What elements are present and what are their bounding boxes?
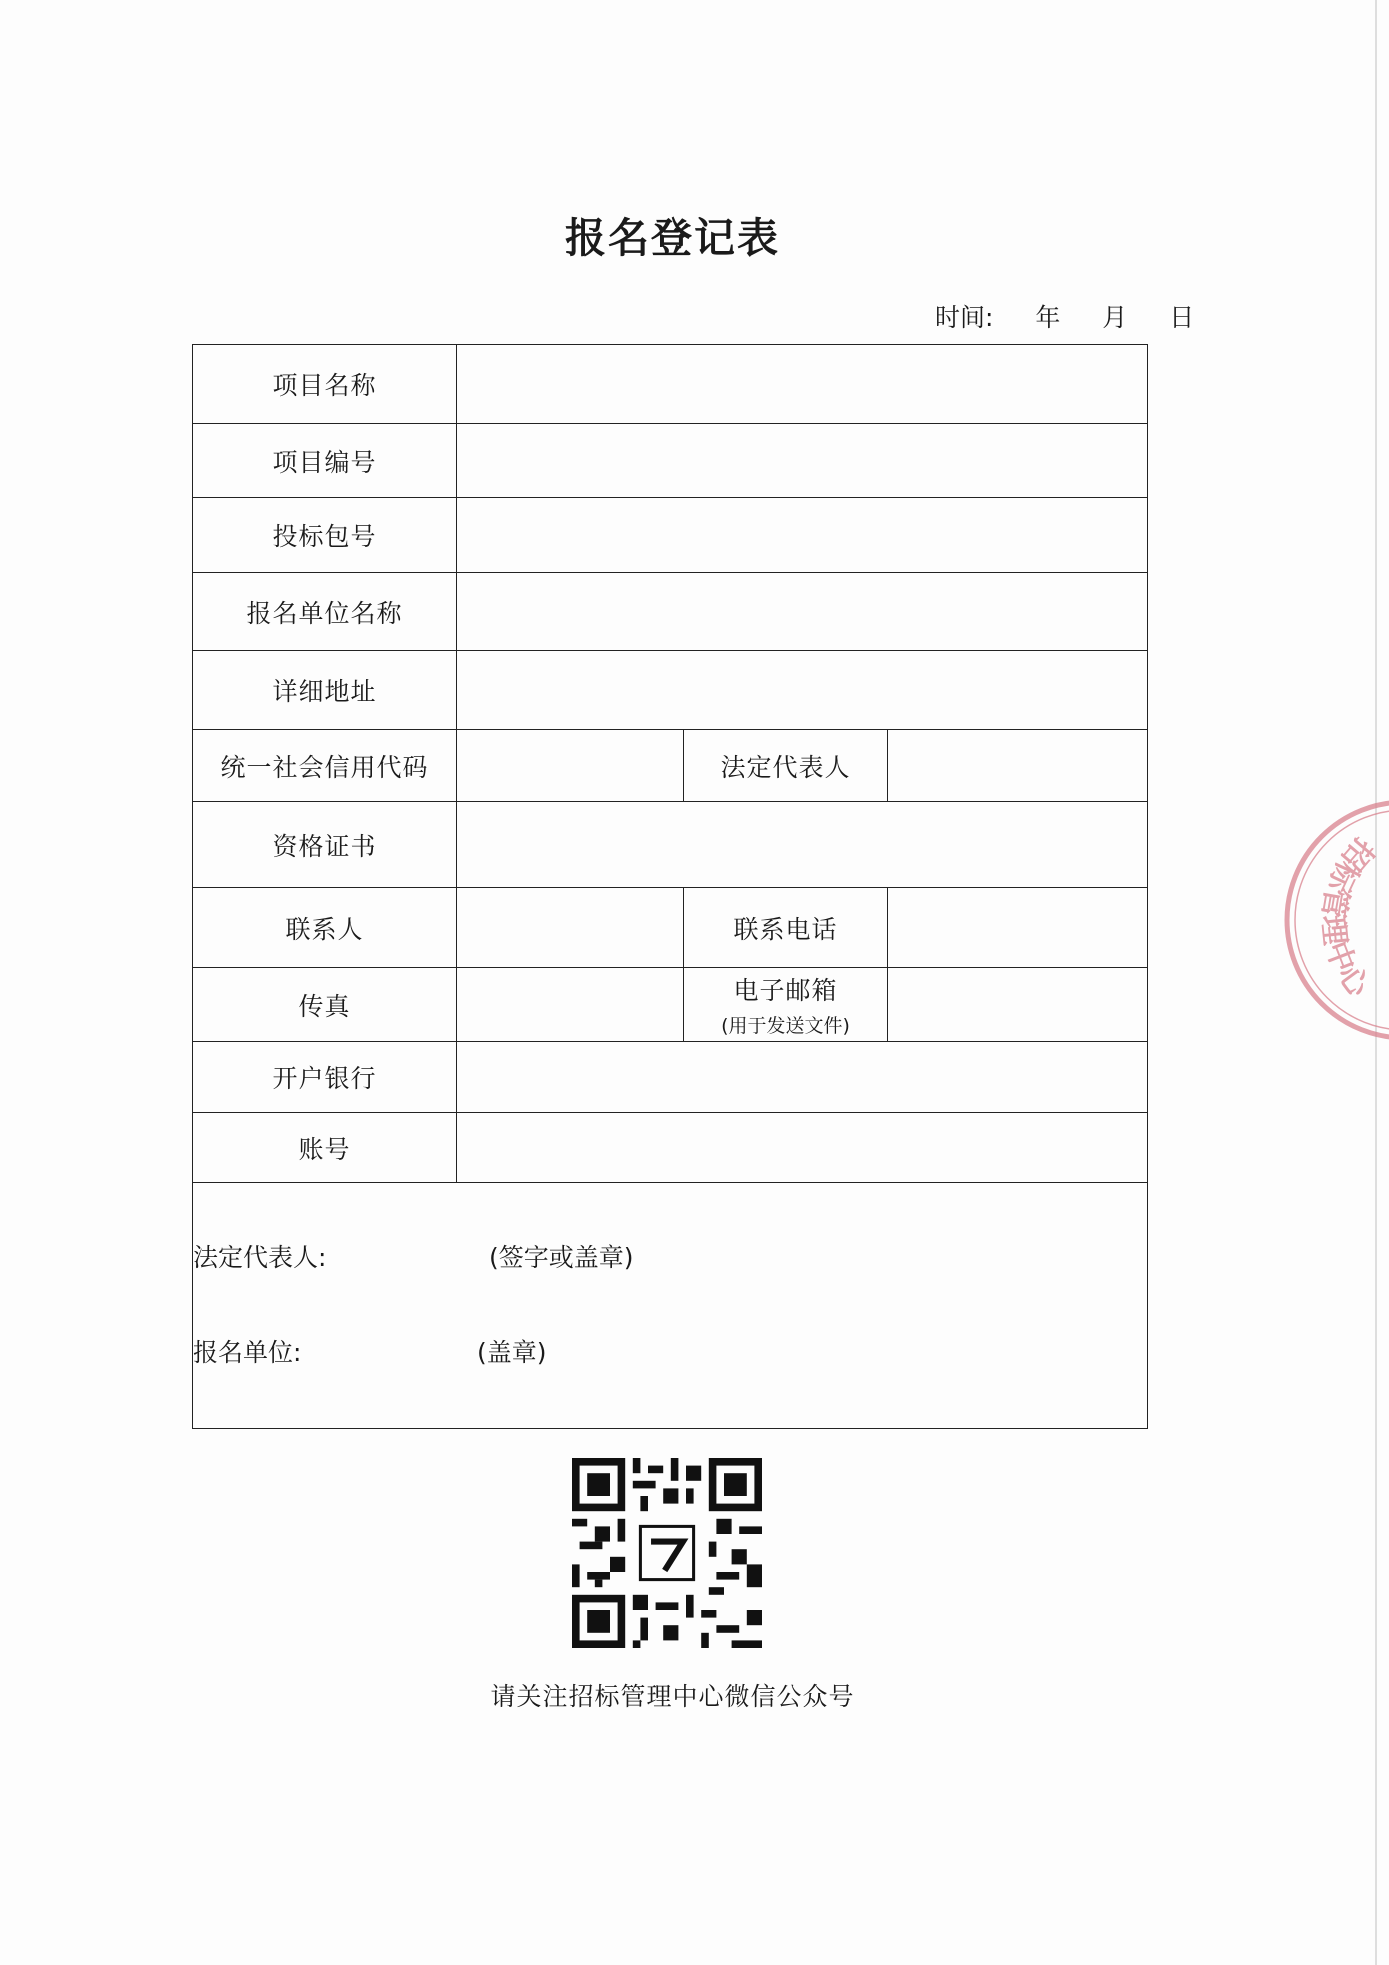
- label-address: 详细地址: [272, 677, 377, 706]
- svg-text:招标管理中心: [1315, 831, 1381, 1004]
- field-project-name[interactable]: [456, 345, 1147, 423]
- label-credit-code: 统一社会信用代码: [220, 752, 429, 782]
- row-account: [193, 1113, 1147, 1183]
- signature-legal-rep-label: 法定代表人:: [193, 1243, 327, 1272]
- field-contact-person[interactable]: [456, 888, 683, 967]
- field-fax[interactable]: [456, 968, 683, 1041]
- qr-caption: 请关注招标管理中心微信公众号: [490, 1682, 855, 1711]
- red-seal-icon: [1245, 800, 1389, 1040]
- label-project-name: 项目名称: [272, 371, 377, 400]
- label-bank: 开户银行: [272, 1064, 377, 1093]
- label-fax: 传真: [298, 991, 351, 1021]
- signature-company-label: 报名单位:: [193, 1338, 302, 1367]
- row-fax-email: [193, 968, 1147, 1042]
- label-company-name: 报名单位名称: [246, 598, 403, 628]
- row-project-name: [193, 345, 1147, 424]
- field-qualification[interactable]: [456, 802, 1147, 887]
- signature-company-note: (盖章): [477, 1338, 547, 1367]
- row-bid-package: [193, 498, 1147, 573]
- row-contact: [193, 888, 1147, 968]
- qr-code-icon: [572, 1458, 762, 1648]
- field-contact-phone[interactable]: [887, 888, 1147, 967]
- label-qualification: 资格证书: [272, 831, 377, 861]
- field-address[interactable]: [456, 651, 1147, 729]
- date-day: 日: [1169, 303, 1195, 332]
- field-company-name[interactable]: [456, 573, 1147, 650]
- date-year: 年: [1035, 303, 1061, 332]
- label-email: [683, 968, 887, 1041]
- label-contact-person: 联系人: [285, 914, 364, 944]
- page-title: 报名登记表: [565, 214, 780, 262]
- label-account: 账号: [298, 1134, 351, 1164]
- registration-form: [192, 344, 1148, 1429]
- field-credit-code[interactable]: [456, 730, 683, 801]
- signature-company: [193, 1333, 547, 1369]
- row-project-number: [193, 424, 1147, 498]
- signature-legal-rep: [193, 1238, 634, 1274]
- row-address: [193, 651, 1147, 730]
- row-qualification: [193, 802, 1147, 888]
- field-email[interactable]: [887, 968, 1147, 1041]
- row-credit-code: [193, 730, 1147, 802]
- seal-text: 招标管理中心: [1314, 830, 1381, 1004]
- label-bid-package: 投标包号: [272, 522, 377, 551]
- signature-legal-rep-note: (签字或盖章): [489, 1243, 634, 1272]
- row-bank: [193, 1042, 1147, 1113]
- field-bank[interactable]: [456, 1042, 1147, 1112]
- row-company-name: [193, 573, 1147, 651]
- label-contact-phone: 联系电话: [683, 888, 887, 967]
- label-email-text: 电子邮箱: [733, 976, 838, 1005]
- field-legal-rep[interactable]: [887, 730, 1147, 801]
- date-label: 时间:: [935, 303, 994, 332]
- field-account[interactable]: [456, 1113, 1147, 1182]
- label-email-note: (用于发送文件): [721, 1015, 850, 1037]
- label-legal-rep: 法定代表人: [683, 730, 887, 801]
- date-line: [935, 298, 1194, 334]
- label-project-number: 项目编号: [272, 447, 377, 477]
- field-bid-package[interactable]: [456, 498, 1147, 572]
- date-month: 月: [1102, 303, 1128, 332]
- field-project-number[interactable]: [456, 424, 1147, 497]
